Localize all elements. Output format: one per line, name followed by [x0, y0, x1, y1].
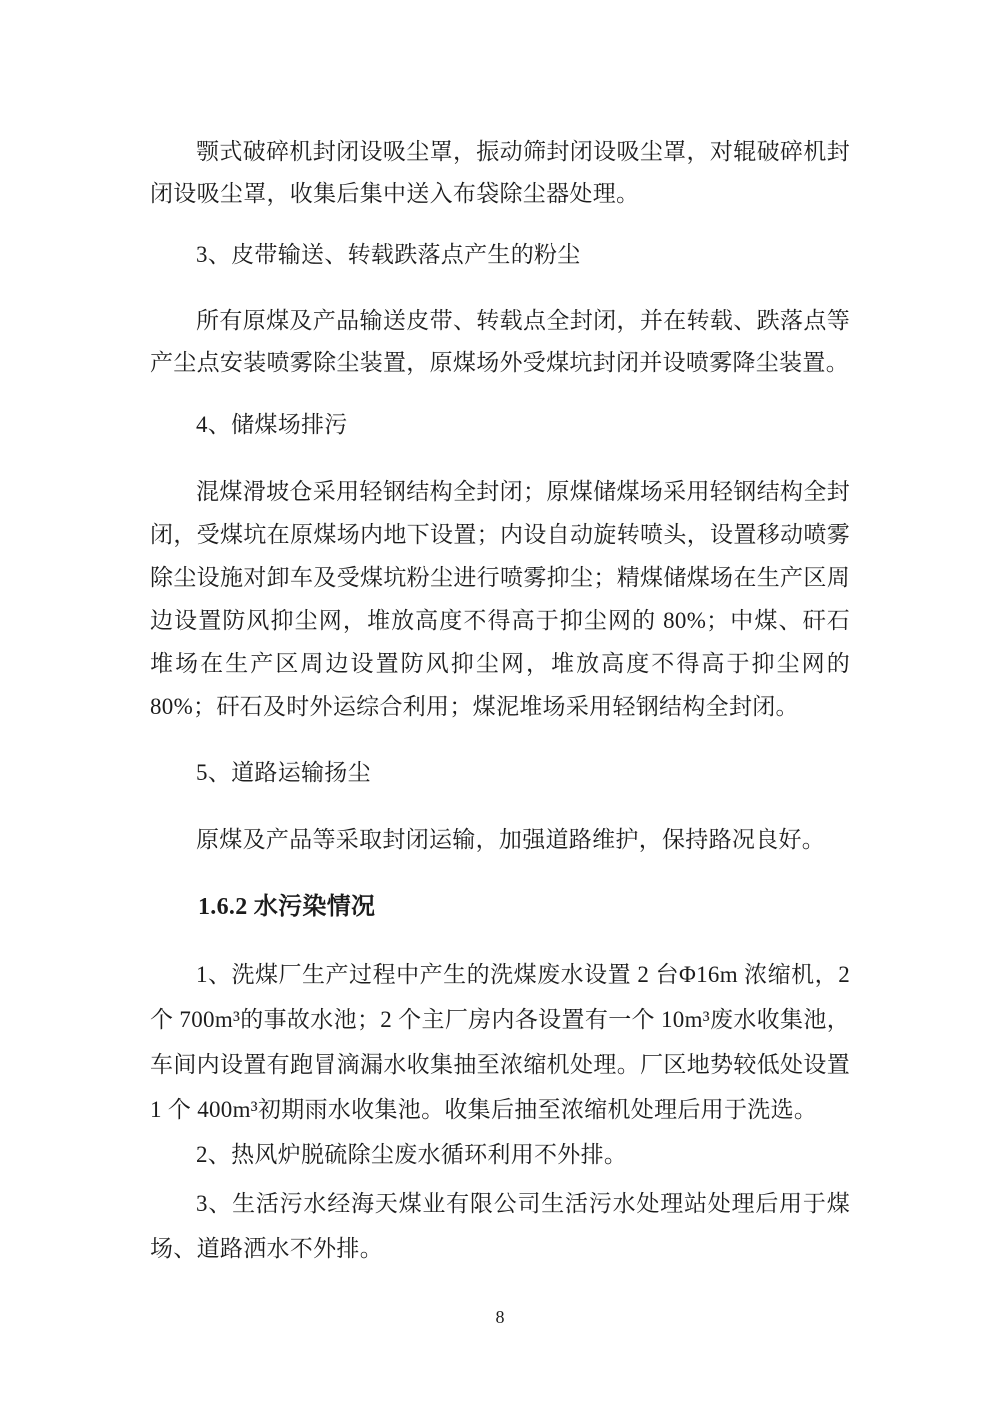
numbered-subheading: 4、储煤场排污	[196, 412, 348, 437]
numbered-subheading: 3、皮带输送、转载跌落点产生的粉尘	[196, 242, 581, 267]
numbered-paragraph: 1、洗煤厂生产过程中产生的洗煤废水设置 2 台Φ16m 浓缩机，2 个 700m³的事故水池；2 个主厂房内各设置有一个 10m³废水收集池，车间内设置有跑冒滴漏水收集抽至浓缩机处理。厂区地势较低处设置 1 个 400m³初期雨水收集池。收集后抽至浓缩机处理后用于洗选。	[150, 962, 850, 1122]
paragraph: 颚式破碎机封闭设吸尘罩，振动筛封闭设吸尘罩，对辊破碎机封闭设吸尘罩，收集后集中送入布袋除尘器处理。	[150, 139, 850, 206]
numbered-paragraph: 3、生活污水经海天煤业有限公司生活污水处理站处理后用于煤场、道路洒水不外排。	[150, 1191, 850, 1261]
paragraph: 原煤及产品等采取封闭运输，加强道路维护，保持路况良好。	[196, 827, 826, 852]
paragraph: 混煤滑坡仓采用轻钢结构全封闭；原煤储煤场采用轻钢结构全封闭，受煤坑在原煤场内地下设置；内设自动旋转喷头，设置移动喷雾除尘设施对卸车及受煤坑粉尘进行喷雾抑尘；精煤储煤场在生产区周边设置防风抑尘网，堆放高度不得高于抑尘网的 80%；中煤、矸石堆场在生产区周边设置防风抑尘网，堆放高度不得高于抑尘网的 80%；矸石及时外运综合利用；煤泥堆场采用轻钢结构全封闭。	[150, 479, 850, 719]
page-number: 8	[495, 1307, 505, 1327]
numbered-subheading: 5、道路运输扬尘	[196, 760, 371, 785]
section-heading: 1.6.2 水污染情况	[198, 894, 376, 920]
paragraph: 所有原煤及产品输送皮带、转载点全封闭，并在转载、跌落点等产尘点安装喷雾除尘装置，原煤场外受煤坑封闭并设喷雾降尘装置。	[150, 308, 850, 375]
numbered-paragraph: 2、热风炉脱硫除尘废水循环利用不外排。	[196, 1142, 628, 1167]
